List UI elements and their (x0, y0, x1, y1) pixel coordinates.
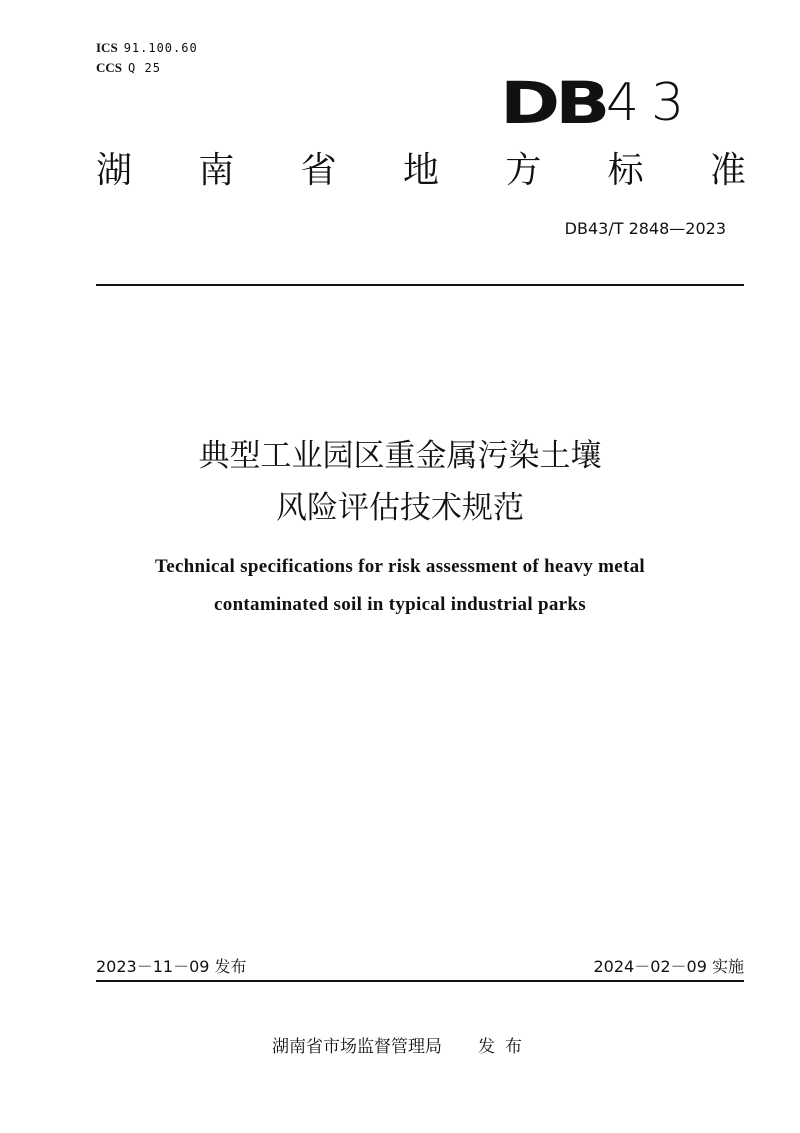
standard-type-char: 方 (505, 150, 542, 191)
db-logo-number: 43 (606, 73, 697, 133)
standard-type-char: 省 (300, 150, 337, 191)
issuer-action: 发布 (478, 1037, 532, 1057)
ccs-code (96, 58, 198, 78)
top-divider (96, 284, 744, 286)
db-logo-prefix: DB (500, 69, 606, 137)
title-cn-line2: 风险评估技术规范 (276, 490, 524, 526)
ccs-label: CCS (96, 60, 123, 75)
issuer-name: 湖南省市场监督管理局 (272, 1037, 442, 1057)
standard-type-char: 准 (709, 150, 746, 191)
implement-date: 2024－02－09 实施 (593, 957, 744, 976)
standard-type-char: 南 (198, 150, 235, 191)
title-en-line2: contaminated soil in typical industrial parks (214, 594, 586, 615)
ics-label: ICS (96, 40, 118, 55)
bottom-divider (96, 980, 744, 982)
standard-type-char: 湖 (96, 150, 133, 191)
issuer (272, 1035, 532, 1059)
standard-type-char: 地 (402, 150, 439, 191)
ccs-value: Q 25 (128, 61, 161, 75)
issue-date: 2023－11－09 发布 (96, 957, 247, 976)
standard-number: DB43/T 2848—2023 (564, 219, 726, 238)
standard-type-char: 标 (607, 150, 644, 191)
title-en-line1: Technical specifications for risk assessment of heavy metal (154, 556, 646, 577)
db-logo (500, 69, 700, 137)
classification-codes (96, 38, 198, 78)
standard-type-title (96, 148, 746, 194)
ics-code (96, 38, 198, 58)
title-cn-line1: 典型工业园区重金属污染土壤 (198, 438, 602, 474)
ics-value: 91.100.60 (123, 41, 198, 55)
